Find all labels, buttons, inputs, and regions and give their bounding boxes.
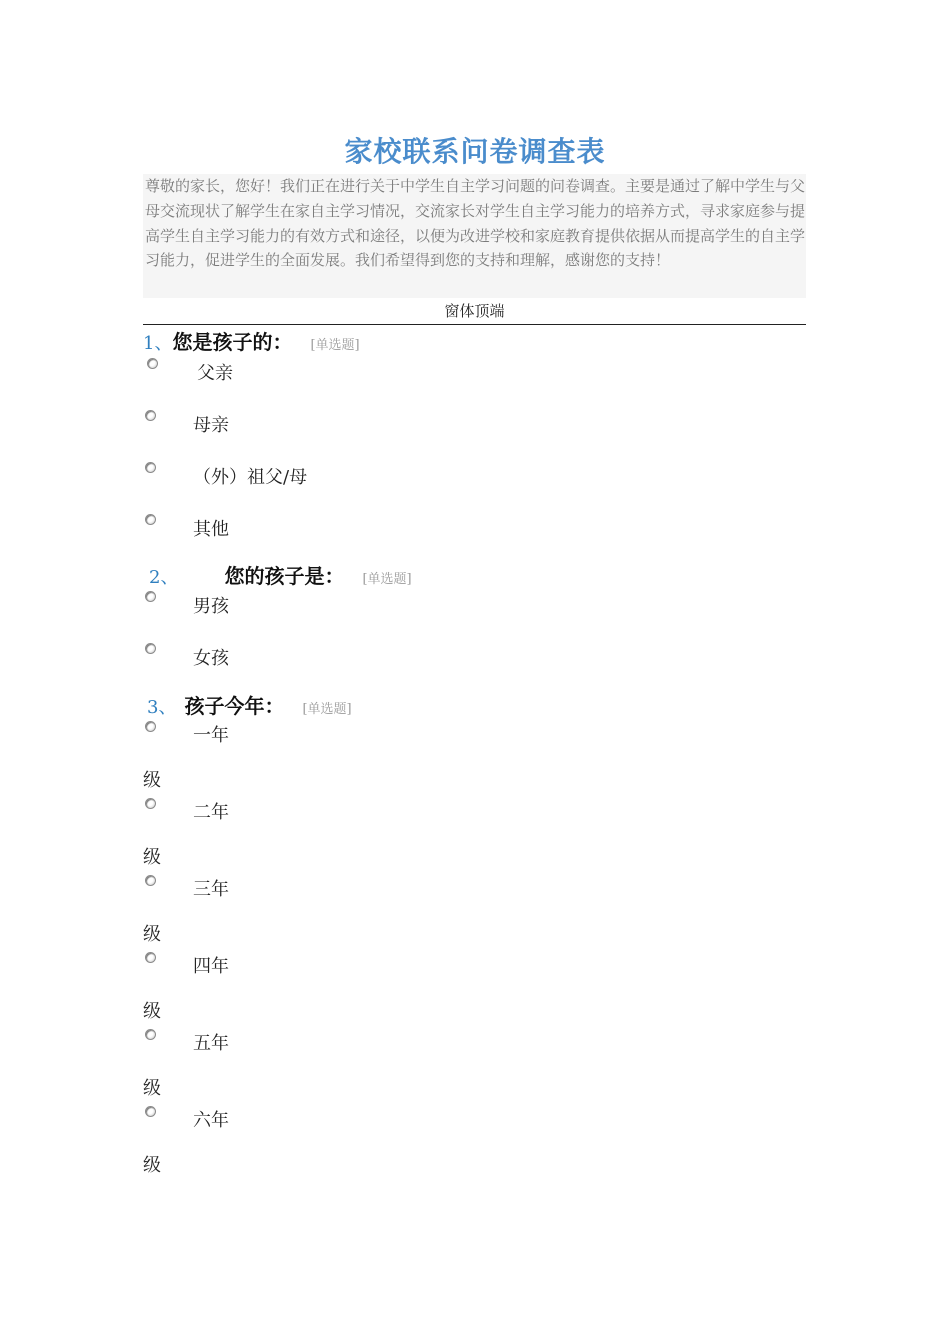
q3-option-1-radio[interactable] bbox=[145, 721, 156, 732]
q2-option-1-radio[interactable] bbox=[145, 591, 156, 602]
survey-title: 家校联系问卷调查表 bbox=[344, 135, 606, 168]
q2-option-2-radio[interactable] bbox=[145, 643, 156, 654]
q3-option-6-label: 六年 bbox=[193, 1110, 229, 1131]
q3-option-5-label: 五年 bbox=[193, 1033, 229, 1054]
form-top-label: 窗体顶端 bbox=[444, 302, 505, 320]
q1-option-1-label: 父亲 bbox=[197, 363, 233, 384]
q3-option-4-suffix: 级 bbox=[143, 1001, 161, 1022]
question-2-header bbox=[149, 560, 412, 589]
question-1-type-tag: [单选题] bbox=[310, 338, 360, 353]
question-3-label: 孩子今年： bbox=[184, 694, 285, 718]
q3-option-3-radio[interactable] bbox=[145, 875, 156, 886]
q1-option-1-radio[interactable] bbox=[147, 358, 158, 369]
q3-option-2-radio[interactable] bbox=[145, 798, 156, 809]
q3-option-4-label: 四年 bbox=[193, 956, 229, 977]
question-2-type-tag: [单选题] bbox=[362, 572, 412, 587]
q2-option-2-label: 女孩 bbox=[193, 648, 229, 669]
question-3-header bbox=[147, 690, 352, 719]
q3-option-6-radio[interactable] bbox=[145, 1106, 156, 1117]
q1-option-4-radio[interactable] bbox=[145, 514, 156, 525]
q3-option-5-radio[interactable] bbox=[145, 1029, 156, 1040]
q2-option-1-label: 男孩 bbox=[193, 596, 229, 617]
q3-option-1-suffix: 级 bbox=[143, 770, 161, 791]
question-1-number: 1、 bbox=[143, 333, 173, 354]
q3-option-3-label: 三年 bbox=[193, 879, 229, 900]
question-3-number: 3、 bbox=[147, 697, 177, 718]
q3-option-2-suffix: 级 bbox=[143, 847, 161, 868]
question-1-label: 您是孩子的： bbox=[172, 330, 293, 354]
question-2-number: 2、 bbox=[149, 567, 179, 588]
q3-option-1-label: 一年 bbox=[193, 725, 229, 746]
q3-option-5-suffix: 级 bbox=[143, 1078, 161, 1099]
q1-option-2-label: 母亲 bbox=[193, 415, 229, 436]
q3-option-3-suffix: 级 bbox=[143, 924, 161, 945]
q3-option-2-label: 二年 bbox=[193, 802, 229, 823]
q3-option-6-suffix: 级 bbox=[143, 1155, 161, 1176]
q1-option-4-label: 其他 bbox=[193, 519, 229, 540]
q1-option-3-label: （外）祖父/母 bbox=[193, 467, 308, 488]
q1-option-3-radio[interactable] bbox=[145, 462, 156, 473]
question-3-type-tag: [单选题] bbox=[302, 702, 352, 717]
question-2-label: 您的孩子是： bbox=[224, 564, 345, 588]
question-1-header bbox=[143, 326, 360, 355]
intro-paragraph: 尊敬的家长，您好！我们正在进行关于中学生自主学习问题的问卷调查。主要是通过了解中学生与父母交流现状了解学生在家自主学习情况，交流家长对学生自主学习能力的培养方式，寻求家庭参与提高学生自主学习能力的有效方式和途径，以便为改进学校和家庭教育提供依据从而提高学生的自主学习能力，促进学生的全面发展。我们希望得到您的支持和理解，感谢您的支持！ bbox=[143, 174, 806, 298]
form-top-divider bbox=[143, 324, 806, 325]
q1-option-2-radio[interactable] bbox=[145, 410, 156, 421]
q3-option-4-radio[interactable] bbox=[145, 952, 156, 963]
